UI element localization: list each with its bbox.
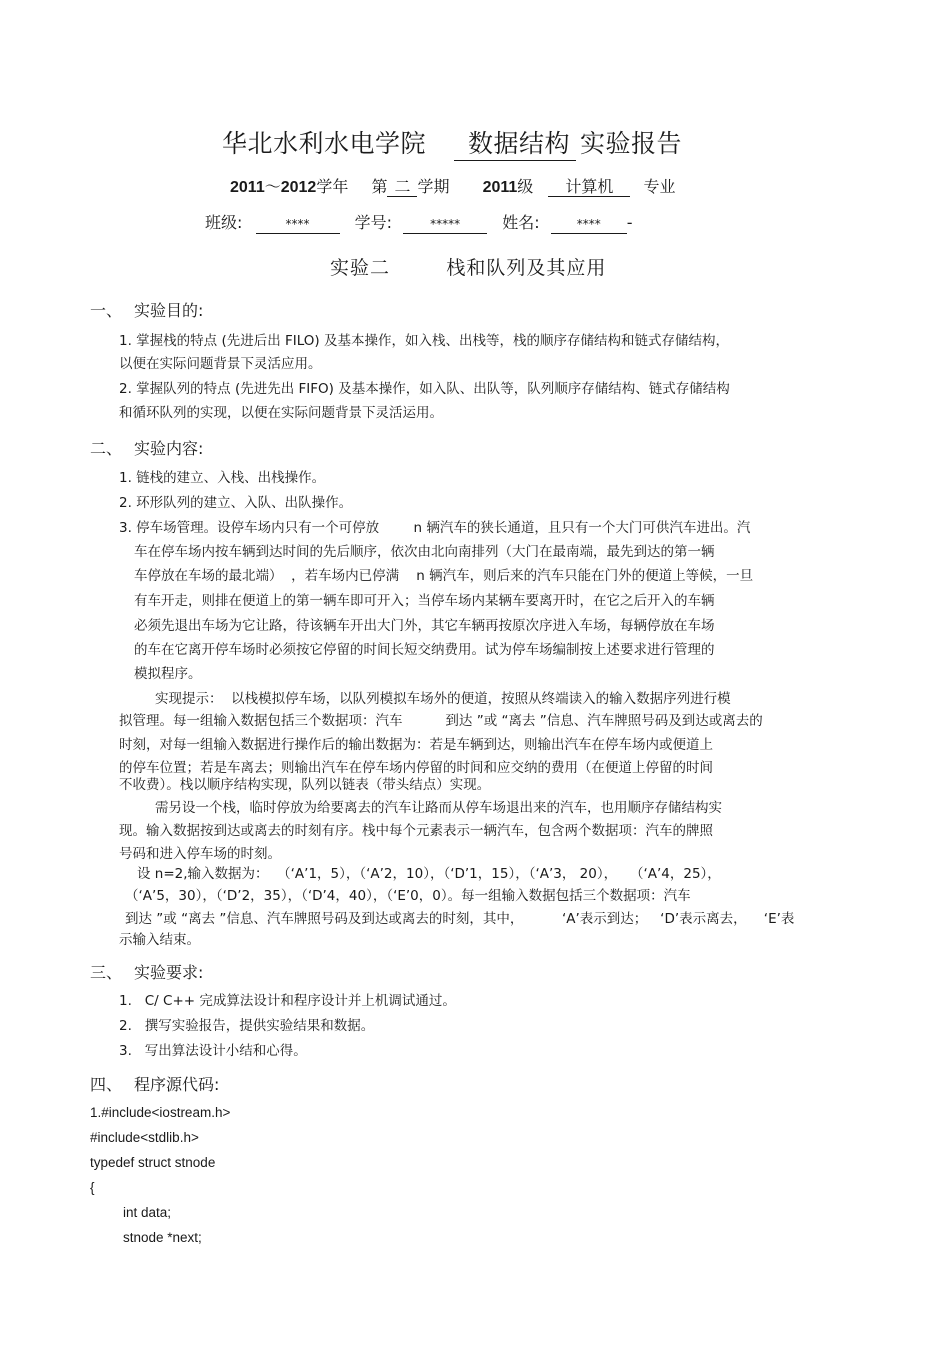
section-heading-2 [90,436,203,459]
s2-line: 示输入结束。 [119,932,200,948]
section-heading-3 [90,960,203,983]
s1-line: 2. 掌握队列的特点 (先进先出 FIFO) 及基本操作，如入队、出队等，队列顺序存储结构、链式存储结构 [119,381,730,397]
term-line [230,174,676,197]
name-label: 姓名: [502,213,540,232]
code-line: #include<stdlib.h> [90,1130,199,1145]
class-label: 班级: [205,213,243,232]
s1-line: 以便在实际问题背景下灵活应用。 [119,356,322,372]
term-value: 二 [387,178,417,197]
experiment-title: 实验二 栈和队列及其应用 [330,257,607,279]
year-end: 2012 [280,179,317,196]
s2-line: 车在停车场内按车辆到达时间的先后顺序，依次由北向南排列（大门在最南端，最先到达的第一辆 [134,544,715,560]
s2-line: 模拟程序。 [134,666,202,682]
name-value: **** [551,215,627,234]
s2-line: 时刻，对每一组输入数据进行操作后的输出数据为：若是车辆到达，则输出汽车在停车场内或便道上 [119,737,713,753]
section-number: 一、 [90,301,123,320]
s2-line: 车停放在车场的最北端） ，若车场内已停满 n 辆汽车，则后来的汽车只能在门外的便道上等候，一旦 [134,568,754,584]
s2-line: 1. 链栈的建立、入栈、出栈操作。 [119,470,326,486]
report-label: 实验报告 [580,129,683,158]
major-suffix: 专业 [643,177,676,196]
year-start: 2011 [230,179,265,196]
s2-line: 2. 环形队列的建立、入队、出队操作。 [119,495,353,511]
code-line: 1.#include<iostream.h> [90,1105,231,1120]
section-heading-1 [90,298,203,321]
student-id-label: 学号: [354,213,392,232]
name-tail: - [626,213,633,232]
s2-line: 的车在它离开停车场时必须按它停留的时间长短交纳费用。试为停车场编制按上述要求进行管理的 [134,642,715,658]
s2-line: 必须先退出车场为它让路，待该辆车开出大门外，其它车辆再按原次序进入车场，每辆停放在车场 [134,618,715,634]
section-number: 四、 [90,1075,123,1094]
s3-line: 1. C/ C++ 完成算法设计和程序设计并上机调试通过。 [119,993,456,1009]
code-line: { [90,1180,95,1195]
s2-line: 设 n=2,输入数据为： （‘A’1，5），（‘A’2，10），（‘D’1，15），（‘A’3， 20）， （‘A’4，25）， [137,866,721,882]
section-title: 实验内容: [134,439,204,458]
class-value: **** [256,215,340,234]
s2-line: 号码和进入停车场的时刻。 [119,846,281,862]
code-line: stnode *next; [123,1230,202,1245]
major-value: 计算机 [548,178,630,197]
code-line: int data; [123,1205,172,1220]
report-title [222,124,682,161]
s3-line: 3. 写出算法设计小结和心得。 [119,1043,307,1059]
s1-line: 1. 掌握栈的特点 (先进后出 FILO) 及基本操作，如入栈、出栈等，栈的顺序存储结构和链式存储结构， [119,333,729,349]
code-line: typedef struct stnode [90,1155,216,1170]
section-title: 程序源代码: [134,1075,220,1094]
s2-line: 不收费）。栈以顺序结构实现，队列以链表（带头结点）实现。 [119,777,491,793]
s2-line: 需另设一个栈，临时停放为给要离去的汽车让路而从停车场退出来的汽车，也用顺序存储结构实 [155,800,722,816]
s2-line: 3. 停车场管理。设停车场内只有一个可停放 n 辆汽车的狭长通道，且只有一个大门可供汽车进出。汽 [119,520,751,536]
term-prefix: 第 [371,177,388,196]
section-title: 实验要求: [134,963,204,982]
s2-line: 有车开走，则排在便道上的第一辆车即可开入；当停车场内某辆车要离开时，在它之后开入的车辆 [134,593,715,609]
s3-line: 2. 撰写实验报告，提供实验结果和数据。 [119,1018,375,1034]
course-name: 数据结构 [454,129,576,161]
s1-line: 和循环队列的实现，以便在实际问题背景下灵活运用。 [119,405,443,421]
s2-line: 的停车位置；若是车离去；则输出汽车在停车场内停留的时间和应交纳的费用（在便道上停留的时间 [119,760,713,776]
school-name: 华北水利水电学院 [222,129,427,158]
section-number: 三、 [90,963,123,982]
grade-suffix: 级 [517,177,534,196]
s2-line: 到达 ”或 “离去 ”信息、汽车牌照号码及到达或离去的时刻，其中， ‘A’表示到达； ‘D’表示离去， ‘E’表 [125,911,795,927]
grade-value: 2011 [482,179,518,196]
section-number: 二、 [90,439,123,458]
s2-line: 现。输入数据按到达或离去的时刻有序。栈中每个元素表示一辆汽车，包含两个数据项：汽车的牌照 [119,823,713,839]
year-separator: ～ [264,177,281,196]
s2-line: 实现提示： 以栈模拟停车场，以队列模拟车场外的便道，按照从终端读入的输入数据序列进行模 [155,691,731,707]
section-title: 实验目的: [134,301,204,320]
term-suffix: 学期 [417,177,450,196]
section-heading-4 [90,1072,219,1095]
s2-line: 拟管理。每一组输入数据包括三个数据项：汽车 到达 ”或 “离去 ”信息、汽车牌照号码及到达或离去的 [119,713,763,729]
year-suffix: 学年 [316,177,349,196]
s2-line: （‘A’5，30），（‘D’2，35），（‘D’4，40），（‘E’0，0）。每一组输入数据包括三个数据项：汽车 [125,888,691,904]
student-info-line [205,210,632,234]
student-id-value: ***** [403,215,487,234]
